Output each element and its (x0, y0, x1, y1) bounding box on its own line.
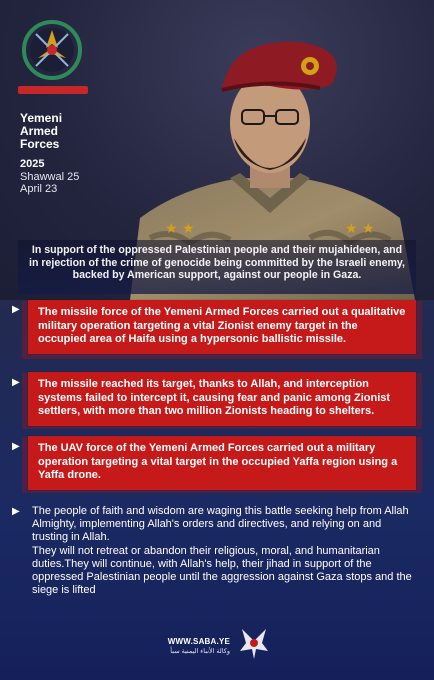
svg-text:★ ★: ★ ★ (165, 221, 195, 237)
intro-text: In support of the oppressed Palestinian people and their mujahideen, and in rejection of the crime of genocide being committed by the Israeli enemy, backed by American support, against our people in Gaza. (29, 244, 405, 282)
emblem-caption-banner (18, 86, 88, 94)
point-2-box (28, 372, 416, 426)
gregorian-date: April 23 (20, 183, 58, 195)
hijri-date: Shawwal 25 (20, 171, 80, 183)
footer-attribution (156, 637, 230, 655)
date-block (20, 158, 79, 195)
bullet-icon: ▶ (12, 377, 20, 388)
bullet-icon: ▶ (12, 506, 20, 517)
point-1-box (28, 300, 416, 354)
point-3-text: The UAV force of the Yemeni Armed Forces carried out a military operation targeting a vital target in the occupied Yaffa region using a Yaffa drone. (38, 442, 398, 482)
title-line-1: Yemeni (20, 111, 63, 125)
footer-url: WWW.SABA.YE (167, 637, 230, 646)
title-line-3: Forces (20, 137, 60, 151)
year: 2025 (20, 158, 45, 170)
title-line-2: Armed (20, 124, 59, 138)
point-1-text: The missile force of the Yemeni Armed Forces carried out a qualitative military operation targeting a vital Zionist enemy target in the occupied area of Haifa using a hypersonic ballistic missile. (38, 306, 406, 346)
closing-para-1: The people of faith and wisdom are waging this battle seeking help from Allah Almighty, implementing Allah's orders and directives, and relying on and trusting in Allah. (32, 505, 409, 544)
point-3-box (28, 436, 416, 490)
header-title (20, 112, 62, 151)
closing-para-2: They will not retreat or abandon their religious, moral, and humanitarian duties.They will continue, with Allah's help, their jihad in support of the oppressed Palestinian people until the aggression against Gaza stops and the siege is lifted (32, 544, 412, 597)
footer-agency-name: وكالة الأنباء اليمنية سبأ (170, 648, 230, 655)
point-2-text: The missile reached its target, thanks to Allah, and interception systems failed to intercept it, causing fear and panic among Zionist settlers, with more than two million Zionists heading to shelters. (38, 378, 391, 418)
bullet-icon: ▶ (12, 304, 20, 315)
saba-logo-icon (234, 623, 274, 663)
svg-text:★ ★: ★ ★ (345, 221, 375, 237)
closing-statement (32, 505, 412, 597)
bullet-icon: ▶ (12, 441, 20, 452)
armed-forces-emblem-icon (20, 18, 84, 82)
